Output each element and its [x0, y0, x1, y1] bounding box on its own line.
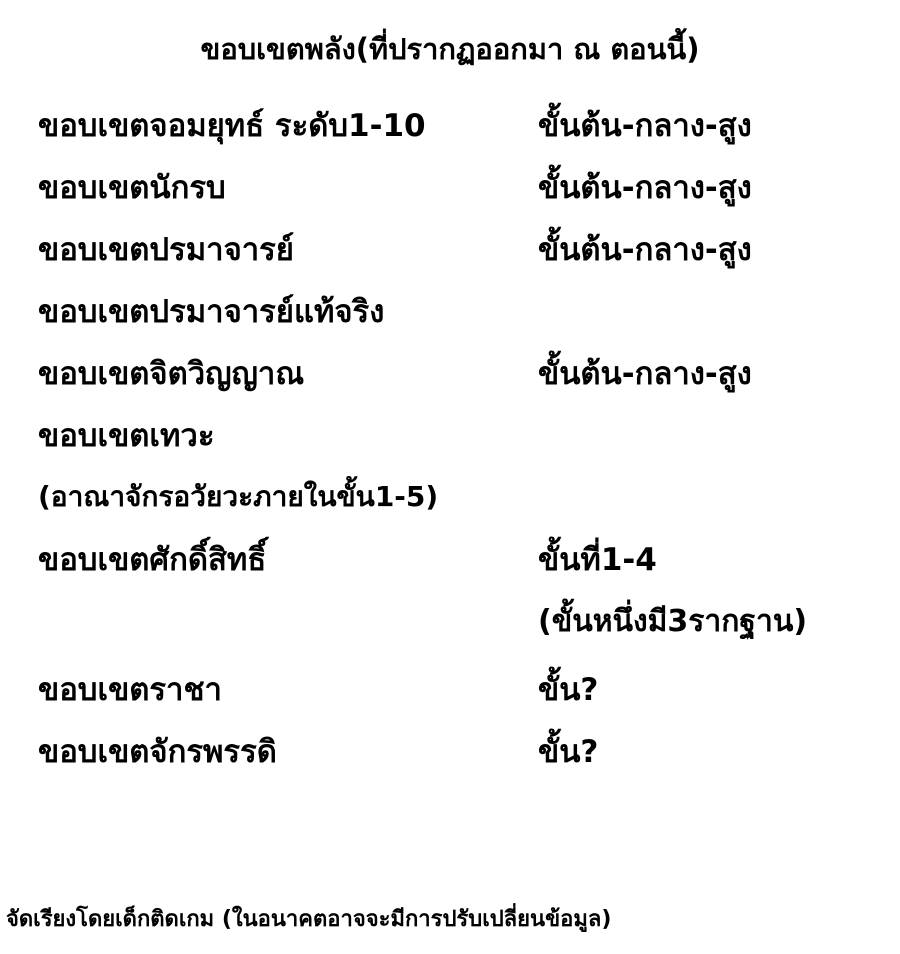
realm-stage: ขั้น? [538, 733, 599, 770]
list-spacer [38, 661, 892, 671]
realm-name: ขอบเขตจอมยุทธ์ ระดับ1-10 [38, 107, 426, 144]
realm-stage: ขั้นที่1-4 [538, 541, 657, 578]
realm-stage: ขั้นต้น-กลาง-สูง [538, 231, 752, 268]
realm-name: ขอบเขตจักรพรรดิ [38, 733, 277, 770]
realm-name: ขอบเขตเทวะ [38, 417, 215, 454]
list-item [38, 541, 892, 603]
list-item [38, 417, 892, 479]
realm-stage: ขั้นต้น-กลาง-สูง [538, 107, 752, 144]
list-item [38, 231, 892, 293]
realm-name: ขอบเขตจิตวิญญาณ [38, 355, 305, 392]
realm-name: ขอบเขตศักดิ์สิทธิ์ [38, 541, 267, 578]
realm-stage: ขั้น? [538, 671, 599, 708]
footer-credit: จัดเรียงโดยเด็กติดเกม (ในอนาคตอาจจะมีการปรับเปลี่ยนข้อมูล) [6, 907, 612, 932]
list-item [38, 355, 892, 417]
page-title: ขอบเขตพลัง(ที่ปรากฏออกมา ณ ตอนนี้) [200, 32, 700, 66]
list-item [38, 733, 892, 795]
list-item [38, 169, 892, 231]
realm-name: ขอบเขตราชา [38, 671, 222, 708]
list-item [38, 671, 892, 733]
realm-stage: ขั้นต้น-กลาง-สูง [538, 169, 752, 206]
realm-note: (อาณาจักรอวัยวะภายในขั้น1-5) [38, 479, 439, 513]
realm-stage: ขั้นต้น-กลาง-สูง [538, 355, 752, 392]
list-item [38, 479, 892, 541]
list-item [38, 603, 892, 661]
list-item [38, 293, 892, 355]
realm-list [0, 107, 900, 795]
realm-name: ขอบเขตปรมาจารย์แท้จริง [38, 293, 385, 330]
realm-stage-note: (ขั้นหนึ่งมี3รากฐาน) [538, 603, 808, 639]
realm-name: ขอบเขตนักรบ [38, 169, 226, 206]
realm-name: ขอบเขตปรมาจารย์ [38, 231, 294, 268]
list-item [38, 107, 892, 169]
